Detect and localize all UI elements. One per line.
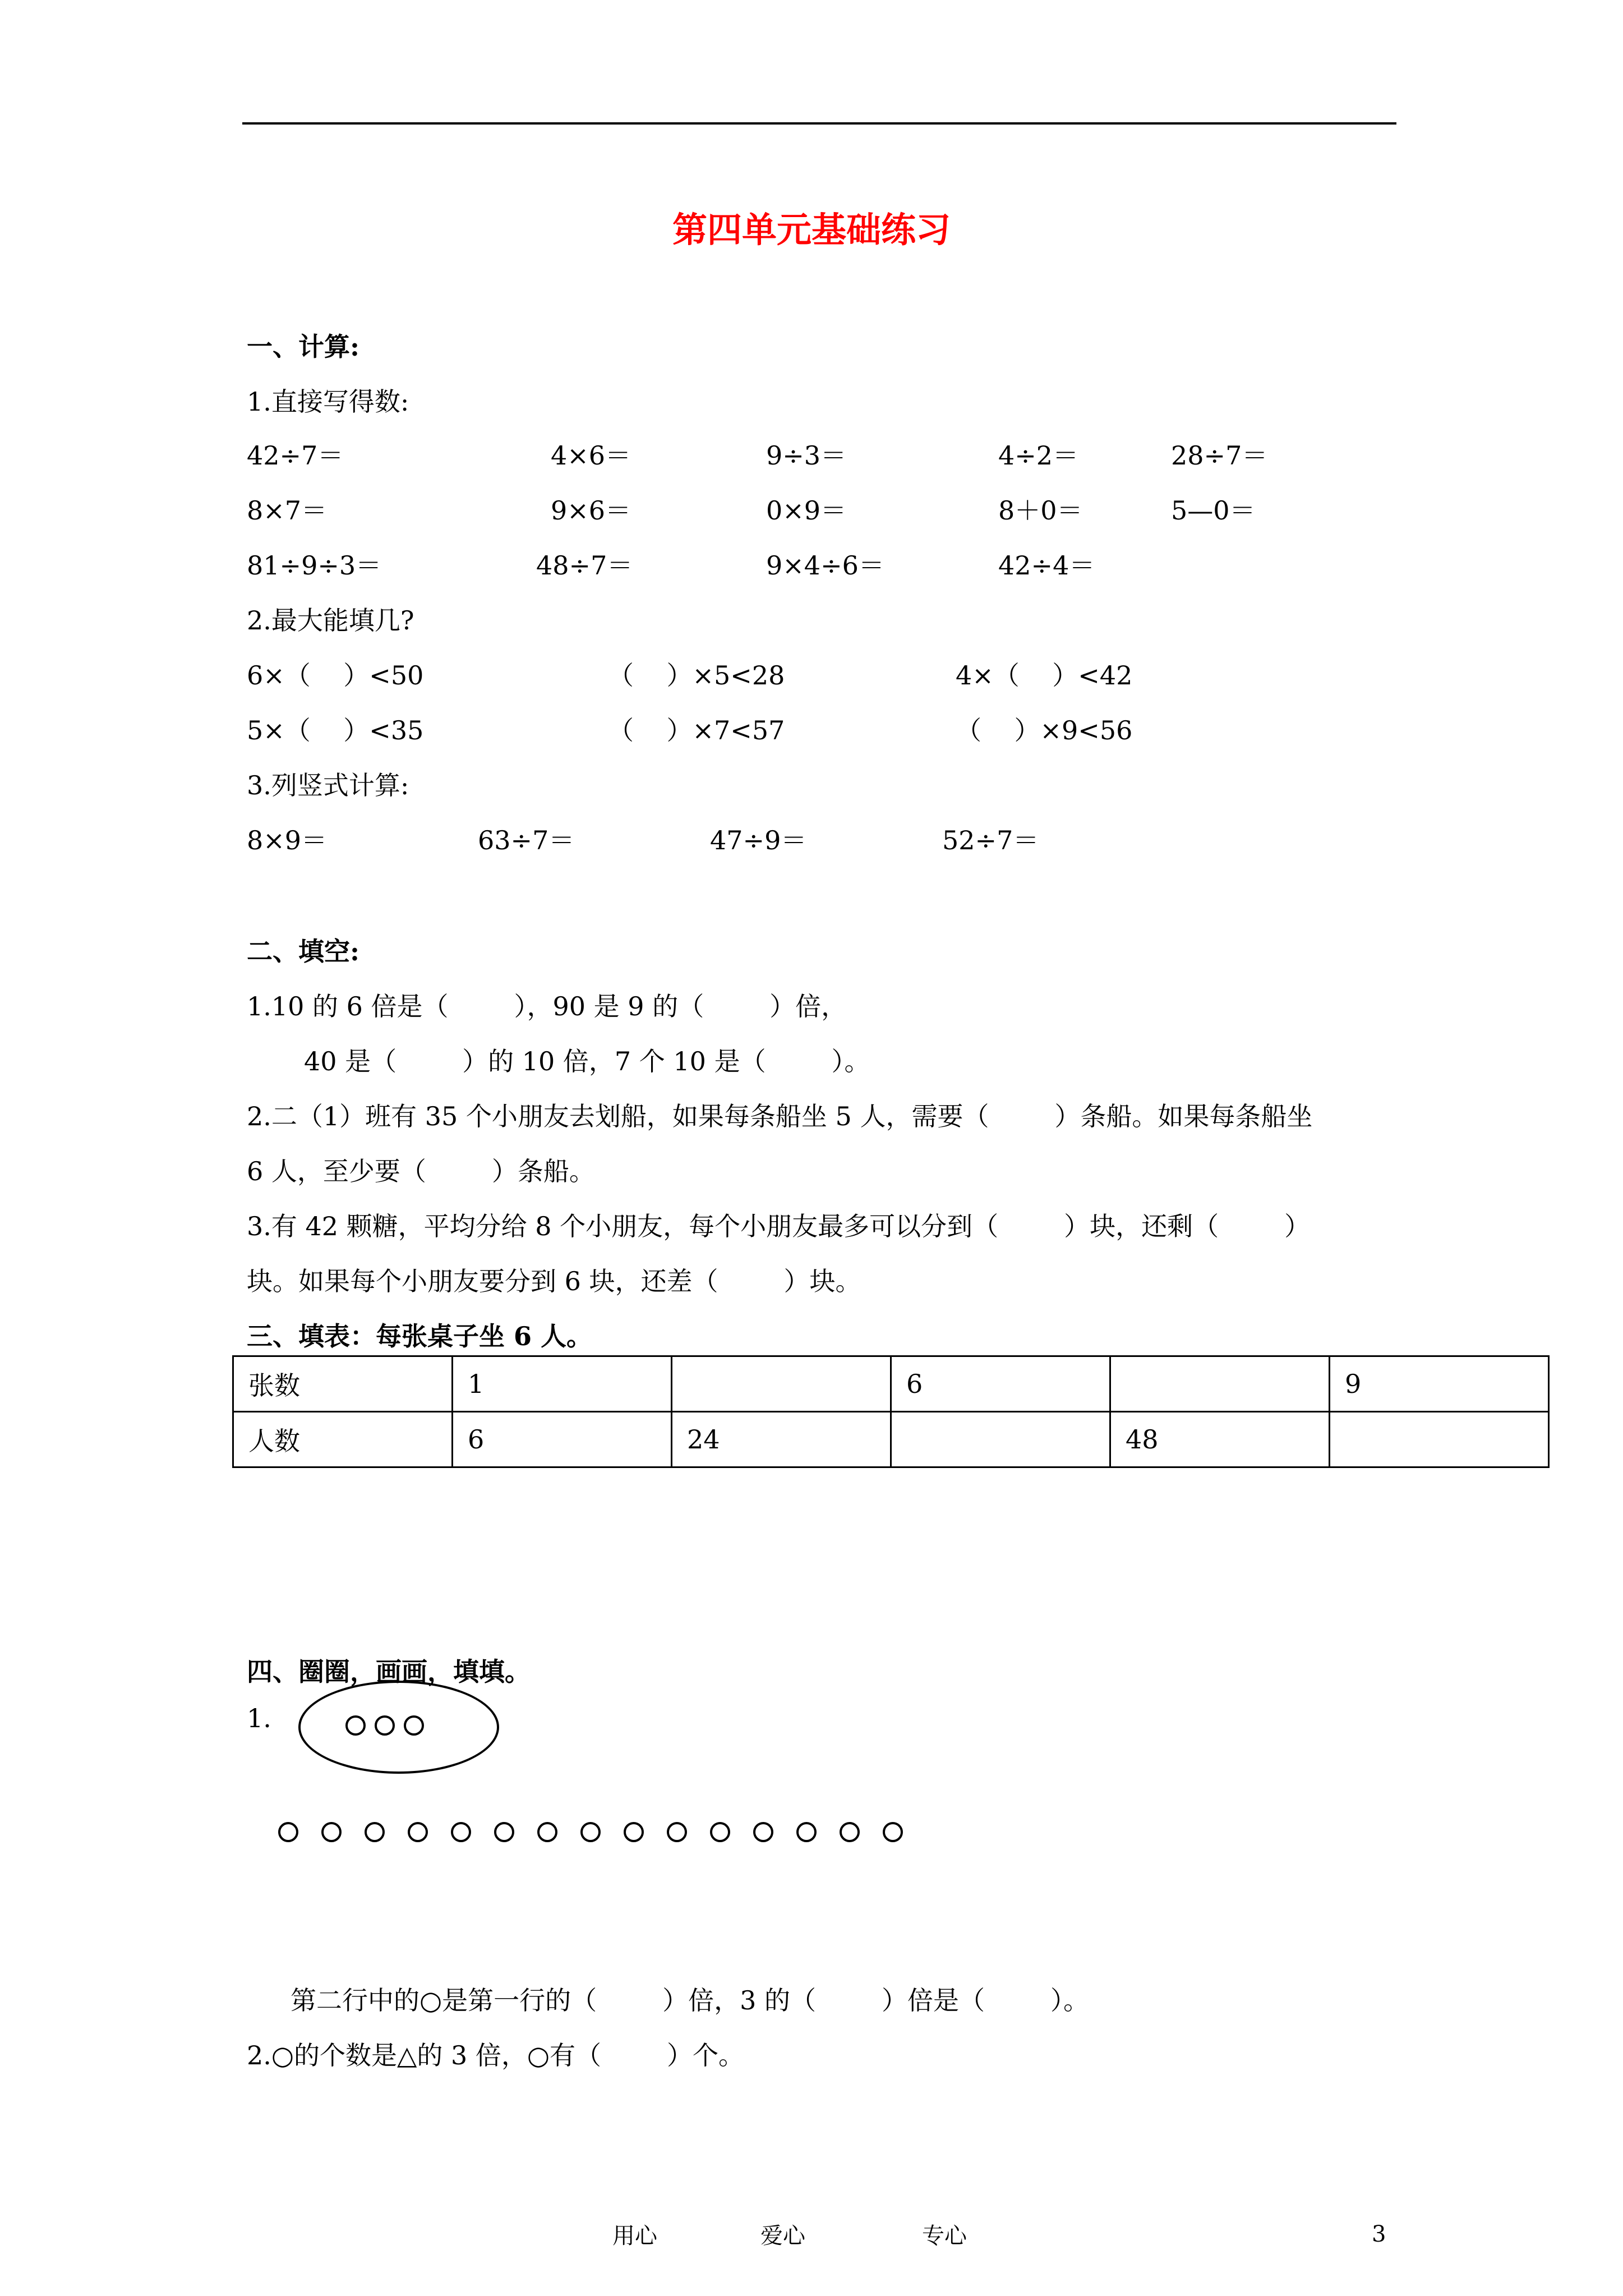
fill-line: 块。如果每个小朋友要分到 6 块，还差（ ）块。 bbox=[247, 1266, 861, 1296]
calc-item: 0×9＝ bbox=[766, 495, 847, 526]
calc-item: 9÷3＝ bbox=[766, 440, 847, 471]
calc-item: 42÷7＝ bbox=[247, 440, 344, 471]
circle-icon bbox=[580, 1822, 601, 1842]
q2-label: 2.最大能填几? bbox=[247, 605, 414, 636]
table-cell: 9 bbox=[1330, 1356, 1549, 1412]
fill-table bbox=[232, 1355, 1550, 1468]
calc-item: 28÷7＝ bbox=[1171, 440, 1268, 471]
table-row bbox=[233, 1356, 1549, 1412]
table-cell: 6 bbox=[453, 1412, 672, 1467]
circle-icon bbox=[375, 1715, 395, 1736]
fill-line: 2.二（1）班有 35 个小朋友去划船，如果每条船坐 5 人，需要（ ）条船。如果每条船坐 bbox=[247, 1101, 1313, 1131]
circle-icon bbox=[624, 1822, 644, 1842]
circle-icon bbox=[667, 1822, 687, 1842]
header-rule bbox=[242, 122, 1396, 125]
calc-item: 4×6＝ bbox=[551, 440, 631, 471]
circle-icon bbox=[345, 1715, 366, 1736]
table-cell bbox=[1330, 1412, 1549, 1467]
footer-word: 爱心 bbox=[760, 2223, 805, 2249]
fill-item: 4×（ ）<42 bbox=[956, 660, 1133, 691]
q3-label: 3.列竖式计算: bbox=[247, 770, 409, 800]
section4-heading: 四、圈圈，画画，填填。 bbox=[247, 1657, 531, 1687]
fill-item: 5×（ ）<35 bbox=[247, 715, 424, 746]
calc-item: 81÷9÷3＝ bbox=[247, 550, 382, 581]
circle-icon bbox=[404, 1715, 424, 1736]
fill-line: 2.○的个数是△的 3 倍，○有（ ）个。 bbox=[247, 2040, 745, 2070]
calc-item: 8×7＝ bbox=[247, 495, 328, 526]
table-cell: 48 bbox=[1110, 1412, 1330, 1467]
circle-icon bbox=[710, 1822, 730, 1842]
calc-item: 5—0＝ bbox=[1171, 495, 1256, 526]
section1-heading: 一、计算: bbox=[247, 332, 359, 362]
calc-item: 42÷4＝ bbox=[998, 550, 1095, 581]
footer-word: 专心 bbox=[922, 2223, 967, 2249]
calc-item: 9×6＝ bbox=[551, 495, 631, 526]
circle-icon bbox=[408, 1822, 428, 1842]
circle-icon bbox=[321, 1822, 342, 1842]
table-cell: 24 bbox=[672, 1412, 891, 1467]
table-row bbox=[233, 1412, 1549, 1467]
table-cell: 1 bbox=[453, 1356, 672, 1412]
circle-icon bbox=[278, 1822, 298, 1842]
table-cell: 人数 bbox=[233, 1412, 453, 1467]
fill-item: （ ）×9<56 bbox=[956, 715, 1133, 746]
fill-item: （ ）×5<28 bbox=[608, 660, 785, 691]
q1-label: 1.直接写得数: bbox=[247, 386, 409, 417]
q4-1-label: 1. bbox=[247, 1703, 271, 1733]
fill-item: 6×（ ）<50 bbox=[247, 660, 424, 691]
footer-word: 用心 bbox=[612, 2223, 657, 2249]
circle-icon bbox=[753, 1822, 773, 1842]
vertical-calc-item: 63÷7＝ bbox=[478, 825, 575, 855]
section3-heading: 三、填表：每张桌子坐 6 人。 bbox=[247, 1321, 593, 1351]
vertical-calc-item: 47÷9＝ bbox=[710, 825, 807, 855]
group-oval bbox=[298, 1681, 499, 1774]
table-cell: 张数 bbox=[233, 1356, 453, 1412]
circle-icon bbox=[796, 1822, 817, 1842]
circle-icon bbox=[883, 1822, 903, 1842]
fill-line: 1.10 的 6 倍是（ ），90 是 9 的（ ）倍， bbox=[247, 991, 847, 1022]
circle-icon bbox=[365, 1822, 385, 1842]
fill-line: 40 是（ ）的 10 倍，7 个 10 是（ ）。 bbox=[304, 1046, 870, 1076]
calc-item: 48÷7＝ bbox=[536, 550, 633, 581]
vertical-calc-item: 52÷7＝ bbox=[942, 825, 1039, 855]
section2-heading: 二、填空: bbox=[247, 936, 359, 967]
table-cell: 6 bbox=[891, 1356, 1110, 1412]
table-cell bbox=[672, 1356, 891, 1412]
table-cell bbox=[1110, 1356, 1330, 1412]
table-cell bbox=[891, 1412, 1110, 1467]
page-title: 第四单元基础练习 bbox=[672, 209, 951, 250]
circle-icon bbox=[451, 1822, 471, 1842]
calc-item: 4÷2＝ bbox=[998, 440, 1079, 471]
calc-item: 8＋0＝ bbox=[998, 495, 1083, 526]
circle-icon bbox=[840, 1822, 860, 1842]
fill-line: 6 人，至少要（ ）条船。 bbox=[247, 1156, 595, 1186]
fill-line: 3.有 42 颗糖，平均分给 8 个小朋友，每个小朋友最多可以分到（ ）块，还剩（ ） bbox=[247, 1211, 1311, 1241]
page-number: 3 bbox=[1372, 2221, 1386, 2247]
fill-line: 第二行中的○是第一行的（ ）倍，3 的（ ）倍是（ ）。 bbox=[291, 1985, 1089, 2016]
circle-icon bbox=[537, 1822, 557, 1842]
fill-item: （ ）×7<57 bbox=[608, 715, 785, 746]
circle-icon bbox=[494, 1822, 514, 1842]
vertical-calc-item: 8×9＝ bbox=[247, 825, 328, 855]
calc-item: 9×4÷6＝ bbox=[766, 550, 884, 581]
